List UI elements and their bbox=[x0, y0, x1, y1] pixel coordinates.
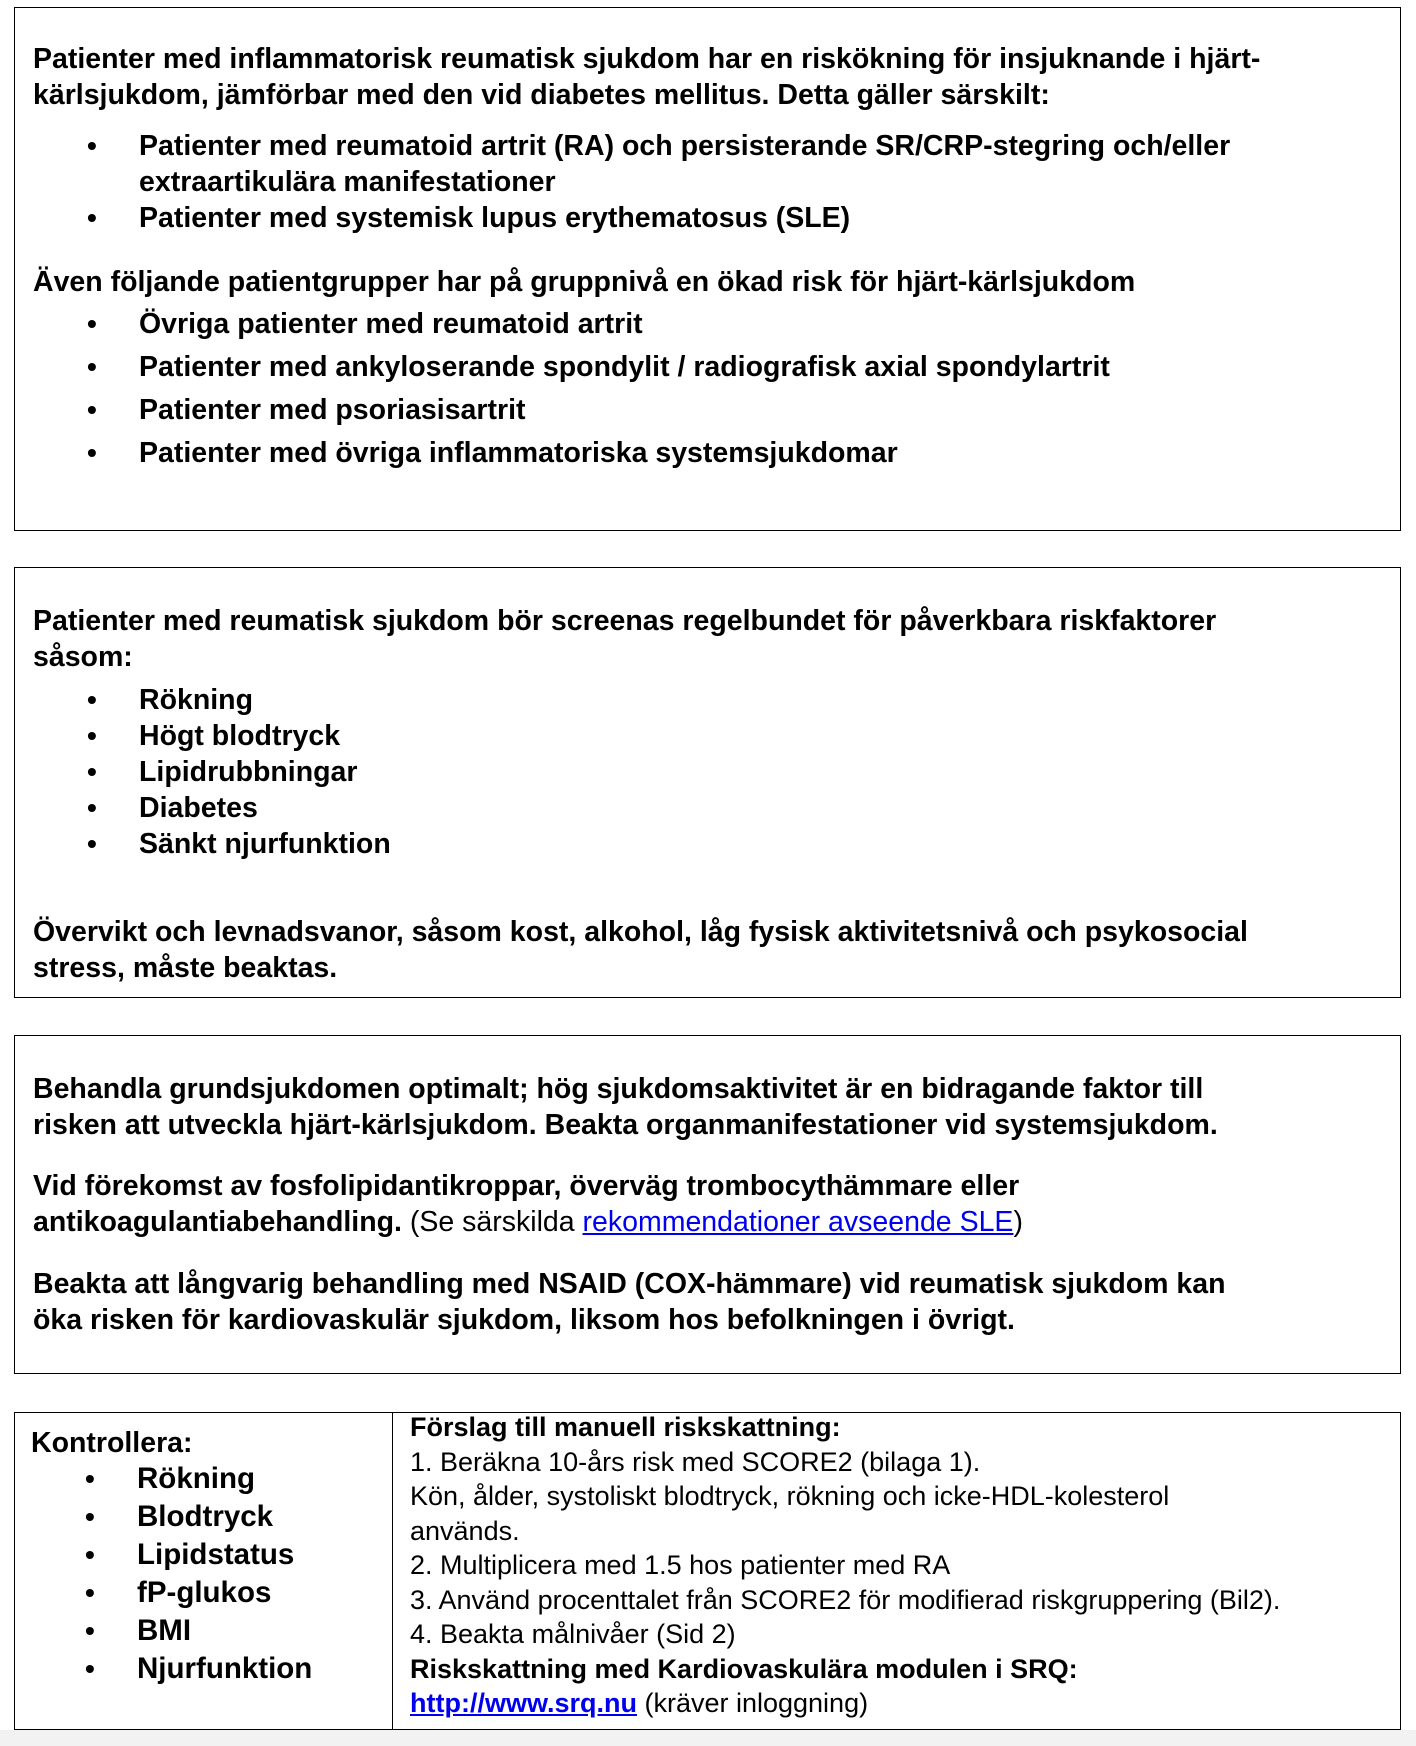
control-list bbox=[31, 1460, 391, 1688]
screening-intro-line-2: såsom: bbox=[33, 641, 133, 673]
list-item-text: BMI bbox=[137, 1614, 192, 1647]
bullet-icon: • bbox=[87, 351, 97, 382]
list-item bbox=[33, 128, 1382, 200]
list-item bbox=[33, 790, 1382, 826]
list-item bbox=[33, 682, 1382, 718]
also-heading: Även följande patientgrupper har på gruppnivå en ökad risk för hjärt-kärlsjukdom bbox=[33, 266, 1136, 298]
list-item bbox=[33, 435, 1382, 471]
bullet-icon: • bbox=[87, 828, 97, 859]
list-item-text: Lipidstatus bbox=[137, 1538, 295, 1571]
bullet-icon: • bbox=[85, 1577, 95, 1608]
list-item-text: Njurfunktion bbox=[137, 1652, 313, 1685]
list-item-text: Patienter med reumatoid artrit (RA) och persisterande SR/CRP-stegring och/eller bbox=[139, 130, 1231, 162]
special-risk-list bbox=[33, 128, 1382, 236]
list-item bbox=[33, 306, 1382, 342]
risk-intro-line-1: Patienter med inflammatorisk reumatisk sjukdom har en riskökning för insjuknande i hjärt- bbox=[33, 43, 1261, 75]
bullet-icon: • bbox=[87, 202, 97, 233]
treatment-para-3-line-2: öka risken för kardiovaskulär sjukdom, liksom hos befolkningen i övrigt. bbox=[33, 1304, 1015, 1336]
list-item bbox=[31, 1460, 391, 1498]
srq-link-line bbox=[410, 1686, 1400, 1721]
bullet-icon: • bbox=[85, 1463, 95, 1494]
list-item-text: fP-glukos bbox=[137, 1576, 272, 1609]
list-item bbox=[33, 826, 1382, 862]
list-item-text: Patienter med ankyloserande spondylit / radiografisk axial spondylartrit bbox=[139, 351, 1110, 383]
bullet-icon: • bbox=[85, 1615, 95, 1646]
list-item bbox=[33, 392, 1382, 428]
list-item bbox=[31, 1498, 391, 1536]
list-item-text: Övriga patienter med reumatoid artrit bbox=[139, 308, 643, 340]
bullet-icon: • bbox=[87, 130, 97, 161]
bullet-icon: • bbox=[87, 308, 97, 339]
bullet-icon: • bbox=[87, 756, 97, 787]
bold-text: antikoagulantiabehandling. bbox=[33, 1206, 402, 1238]
step-1-note-line-1: Kön, ålder, systoliskt blodtryck, rökning och icke-HDL-kolesterol bbox=[410, 1481, 1170, 1511]
risk-estimation-cell bbox=[393, 1413, 1400, 1729]
step-1-note-line-2: används. bbox=[410, 1515, 520, 1546]
risk-info-box bbox=[14, 7, 1401, 531]
reference-text: (Se särskilda bbox=[401, 1206, 583, 1238]
step-3: 3. Använd procenttalet från SCORE2 för modifierad riskgruppering (Bil2). bbox=[410, 1584, 1281, 1615]
treatment-para-2-line-1: Vid förekomst av fosfolipidantikroppar, överväg trombocythämmare eller bbox=[33, 1170, 1020, 1202]
page-bottom-edge bbox=[0, 1730, 1416, 1746]
bullet-icon: • bbox=[85, 1653, 95, 1684]
reference-text-close: ) bbox=[1013, 1206, 1023, 1238]
bullet-icon: • bbox=[87, 684, 97, 715]
also-risk-list bbox=[33, 306, 1382, 471]
list-item-text: Rökning bbox=[137, 1462, 255, 1495]
risk-estimation-heading: Förslag till manuell riskskattning: bbox=[410, 1412, 841, 1442]
step-4: 4. Beakta målnivåer (Sid 2) bbox=[410, 1619, 736, 1649]
list-item-text: Lipidrubbningar bbox=[139, 756, 358, 788]
risk-factor-list bbox=[33, 682, 1382, 862]
srq-heading: Riskskattning med Kardiovaskulära modulen i SRQ: bbox=[410, 1653, 1078, 1684]
sle-recommendations-link[interactable]: rekommendationer avseende SLE bbox=[582, 1206, 1014, 1238]
list-item bbox=[33, 200, 1382, 236]
treatment-box bbox=[14, 1035, 1401, 1374]
list-item-text: Högt blodtryck bbox=[139, 720, 341, 752]
bullet-icon: • bbox=[85, 1539, 95, 1570]
list-item-text: Diabetes bbox=[139, 792, 258, 824]
control-table bbox=[14, 1412, 1401, 1730]
lifestyle-note-line-1: Övervikt och levnadsvanor, såsom kost, alkohol, låg fysisk aktivitetsnivå och psykosocial bbox=[33, 916, 1248, 948]
bullet-icon: • bbox=[87, 720, 97, 751]
list-item bbox=[31, 1536, 391, 1574]
bullet-icon: • bbox=[87, 792, 97, 823]
list-item bbox=[31, 1650, 391, 1688]
lifestyle-note-line-2: stress, måste beaktas. bbox=[33, 952, 338, 984]
list-item-text: Blodtryck bbox=[137, 1500, 274, 1533]
list-item-text: Sänkt njurfunktion bbox=[139, 828, 391, 860]
list-item bbox=[33, 718, 1382, 754]
step-1: 1. Beräkna 10-års risk med SCORE2 (bilaga 1). bbox=[410, 1446, 981, 1477]
screening-box bbox=[14, 567, 1401, 998]
treatment-para-1-line-2: risken att utveckla hjärt-kärlsjukdom. Beakta organmanifestationer vid systemsjukdom. bbox=[33, 1109, 1218, 1141]
step-2: 2. Multiplicera med 1.5 hos patienter med RA bbox=[410, 1550, 951, 1580]
bullet-icon: • bbox=[87, 394, 97, 425]
srq-link[interactable]: http://www.srq.nu bbox=[410, 1688, 637, 1718]
list-item-text: extraartikulära manifestationer bbox=[139, 166, 556, 198]
risk-intro-line-2: kärlsjukdom, jämförbar med den vid diabetes mellitus. Detta gäller särskilt: bbox=[33, 79, 1050, 111]
list-item-text: Patienter med systemisk lupus erythematosus (SLE) bbox=[139, 202, 851, 234]
list-item bbox=[31, 1574, 391, 1612]
list-item-text: Rökning bbox=[139, 684, 253, 716]
list-item-text: Patienter med övriga inflammatoriska systemsjukdomar bbox=[139, 437, 898, 469]
screening-intro-line-1: Patienter med reumatisk sjukdom bör screenas regelbundet för påverkbara riskfaktorer bbox=[33, 605, 1217, 637]
list-item bbox=[31, 1612, 391, 1650]
control-checklist-cell bbox=[15, 1413, 393, 1729]
list-item-text: Patienter med psoriasisartrit bbox=[139, 394, 526, 426]
treatment-para-1-line-1: Behandla grundsjukdomen optimalt; hög sjukdomsaktivitet är en bidragande faktor till bbox=[33, 1073, 1204, 1105]
list-item bbox=[33, 349, 1382, 385]
list-item bbox=[33, 754, 1382, 790]
risk-intro bbox=[33, 41, 1382, 113]
bullet-icon: • bbox=[85, 1501, 95, 1532]
control-heading: Kontrollera: bbox=[31, 1427, 193, 1459]
bullet-icon: • bbox=[87, 437, 97, 468]
srq-login-note: (kräver inloggning) bbox=[636, 1688, 869, 1718]
treatment-para-3-line-1: Beakta att långvarig behandling med NSAID (COX-hämmare) vid reumatisk sjukdom kan bbox=[33, 1268, 1226, 1300]
treatment-para-2-line-2 bbox=[33, 1204, 1382, 1240]
